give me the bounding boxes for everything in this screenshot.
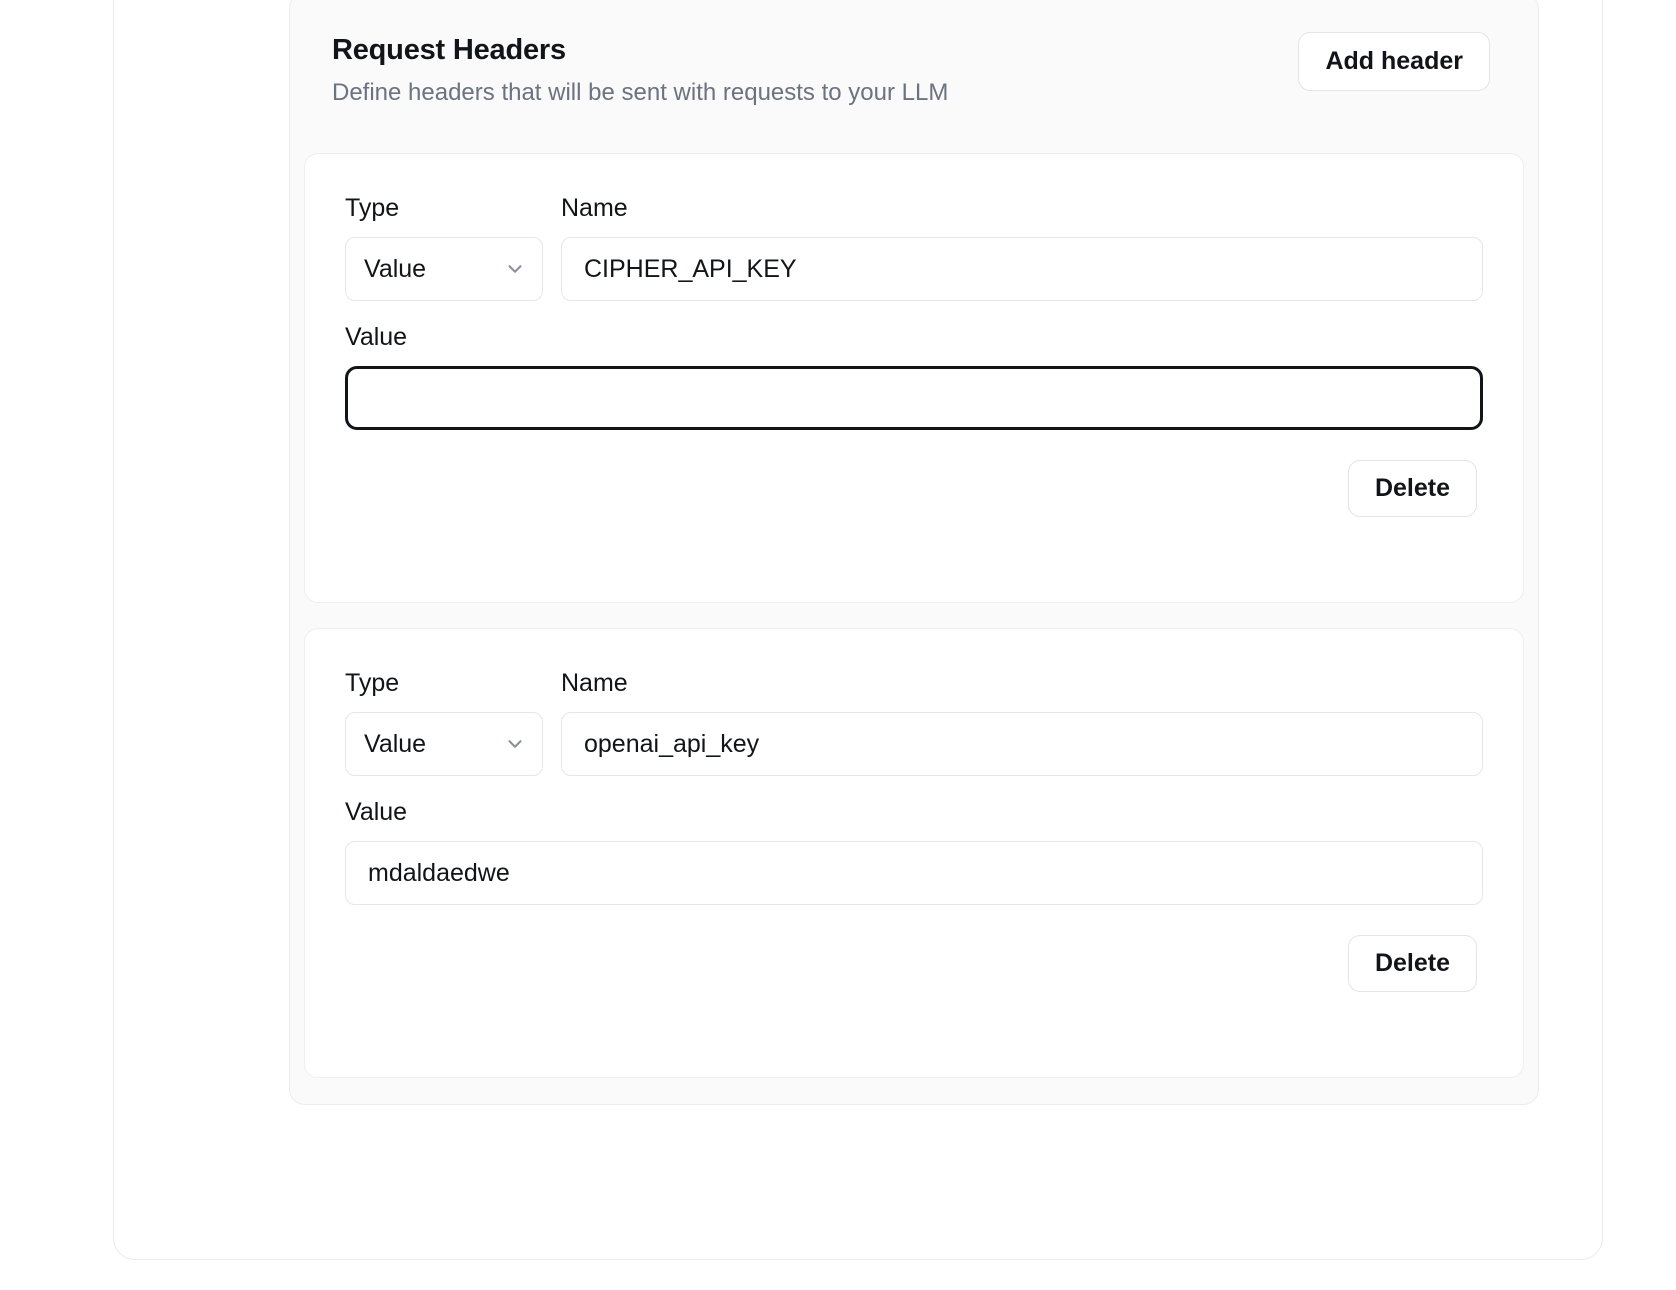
settings-page-card [113,0,1603,1260]
value-field-group [305,301,1523,430]
request-headers-panel [289,0,1539,1105]
type-label: Type [345,669,400,697]
header-row-card [304,153,1524,603]
type-select-value: Value [364,254,427,283]
header-name-input[interactable] [561,237,1483,301]
type-field-group [345,194,543,301]
header-row-actions [305,905,1523,992]
chevron-down-icon [504,258,526,280]
value-label: Value [345,323,408,351]
value-field-group [305,776,1523,905]
header-value-input[interactable] [345,841,1483,905]
header-row-top [305,629,1523,776]
type-select-value: Value [364,729,427,758]
name-field-group [561,669,1483,776]
value-label: Value [345,798,408,826]
header-row-actions [305,430,1523,517]
chevron-down-icon [504,733,526,755]
name-label: Name [561,194,628,222]
header-value-input[interactable] [345,366,1483,430]
delete-header-button[interactable]: Delete [1348,935,1477,992]
header-row-top [305,154,1523,301]
type-select[interactable] [345,712,543,776]
delete-header-button[interactable]: Delete [1348,460,1477,517]
type-field-group [345,669,543,776]
request-headers-header [290,0,1538,107]
type-select[interactable] [345,237,543,301]
add-header-button[interactable]: Add header [1298,32,1490,91]
panel-title: Request Headers [332,34,566,66]
header-name-input[interactable] [561,712,1483,776]
type-label: Type [345,194,400,222]
header-row-card [304,628,1524,1078]
panel-subtitle: Define headers that will be sent with requests to your LLM [332,79,949,106]
name-label: Name [561,669,628,697]
name-field-group [561,194,1483,301]
